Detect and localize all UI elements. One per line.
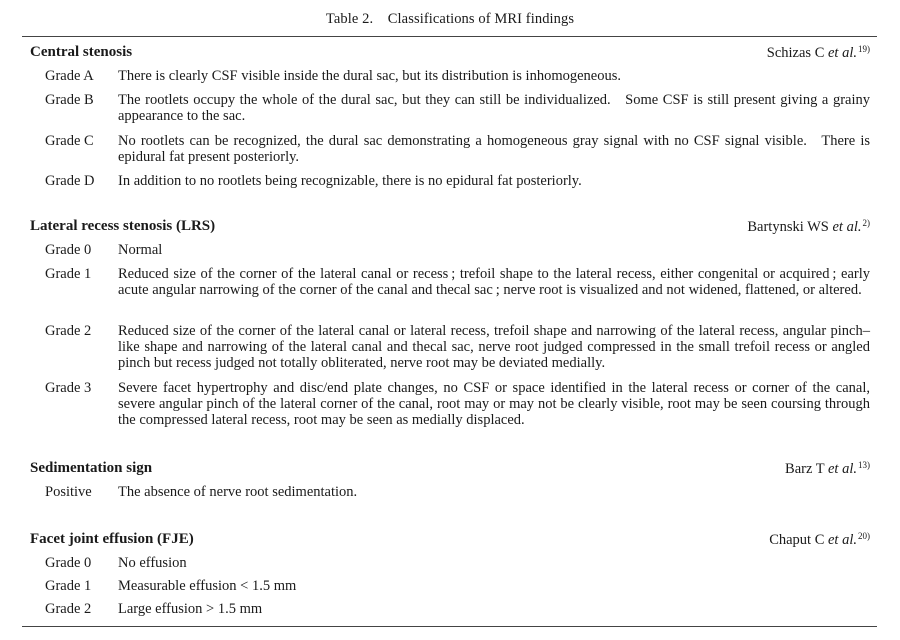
section-title: Sedimentation sign (30, 460, 153, 476)
grade-description: No effusion (118, 555, 187, 571)
grade-description: Reduced size of the corner of the lateral canal or lateral recess, trefoil shape and narrowing of the lateral recess, angular pinch–like shape and narrowing of the lateral canal and thecal sac, nerve root judged compressed in the small trefoil recess or angled pinch but recess judged not totally obliterated, nerve root may be deviated medially. (118, 323, 870, 371)
grade-label: Grade B (45, 92, 94, 108)
section-reference (785, 460, 870, 478)
ref-etal: et al. (832, 219, 862, 235)
ref-etal: et al. (828, 461, 857, 477)
grade-label: Positive (45, 484, 92, 500)
grade-label: Grade D (45, 173, 95, 189)
grade-label: Grade C (45, 133, 94, 149)
grade-description: The rootlets occupy the whole of the dural sac, but they can still be individualized. Some CSF is still present giving a grainy appearance to the sac. (118, 92, 870, 124)
section-title: Lateral recess stenosis (LRS) (30, 218, 216, 234)
grade-label: Grade 3 (45, 380, 92, 396)
table-caption: Table 2. Classifications of MRI findings (325, 11, 575, 27)
top-rule (22, 36, 877, 37)
section-reference (747, 218, 870, 236)
grade-description: Large effusion > 1.5 mm (118, 601, 263, 617)
section-reference (769, 531, 870, 549)
grade-label: Grade 0 (45, 242, 92, 258)
ref-number: 13) (858, 460, 870, 470)
grade-label: Grade 2 (45, 323, 92, 339)
grade-description: Normal (118, 242, 163, 258)
grade-description: Severe facet hypertrophy and disc/end plate changes, no CSF or space identified in the lateral recess or corner of the canal, severe angular pinch of the lateral corner of the canal, root may or may not be clearly visible, root may be seen coursing through the compressed lateral recess, root may be seen as medially displaced. (118, 380, 870, 428)
grade-label: Grade 2 (45, 601, 92, 617)
grade-label: Grade 1 (45, 266, 92, 282)
ref-author: Chaput C (769, 532, 825, 548)
ref-number: 19) (858, 44, 870, 54)
grade-description: Reduced size of the corner of the lateral canal or recess ; trefoil shape to the lateral recess, either congenital or acquired ; early acute angular narrowing of the corner of the canal and thecal sac ; nerve root is visualized and not widened, flattened, or altered. (118, 266, 870, 298)
grade-label: Grade 0 (45, 555, 92, 571)
section-title: Facet joint effusion (FJE) (30, 531, 194, 547)
grade-description: In addition to no rootlets being recognizable, there is no epidural fat posteriorly. (118, 173, 582, 189)
grade-label: Grade A (45, 68, 94, 84)
ref-author: Barz T (785, 461, 825, 477)
ref-author: Schizas C (766, 45, 825, 61)
ref-etal: et al. (828, 45, 857, 61)
bottom-rule (22, 626, 877, 627)
grade-description: Measurable effusion < 1.5 mm (118, 578, 297, 594)
section-reference (767, 44, 870, 62)
ref-number: 2) (862, 218, 870, 228)
ref-etal: et al. (828, 532, 857, 548)
grade-description: No rootlets can be recognized, the dural sac demonstrating a homogeneous gray signal with no CSF signal visible. There is epidural fat present posteriorly. (118, 133, 870, 165)
grade-label: Grade 1 (45, 578, 92, 594)
grade-description: There is clearly CSF visible inside the dural sac, but its distribution is inhomogeneous. (118, 68, 622, 84)
section-title: Central stenosis (30, 44, 133, 60)
ref-number: 20) (858, 531, 870, 541)
grade-description: The absence of nerve root sedimentation. (118, 484, 358, 500)
ref-author: Bartynski WS (747, 219, 829, 235)
